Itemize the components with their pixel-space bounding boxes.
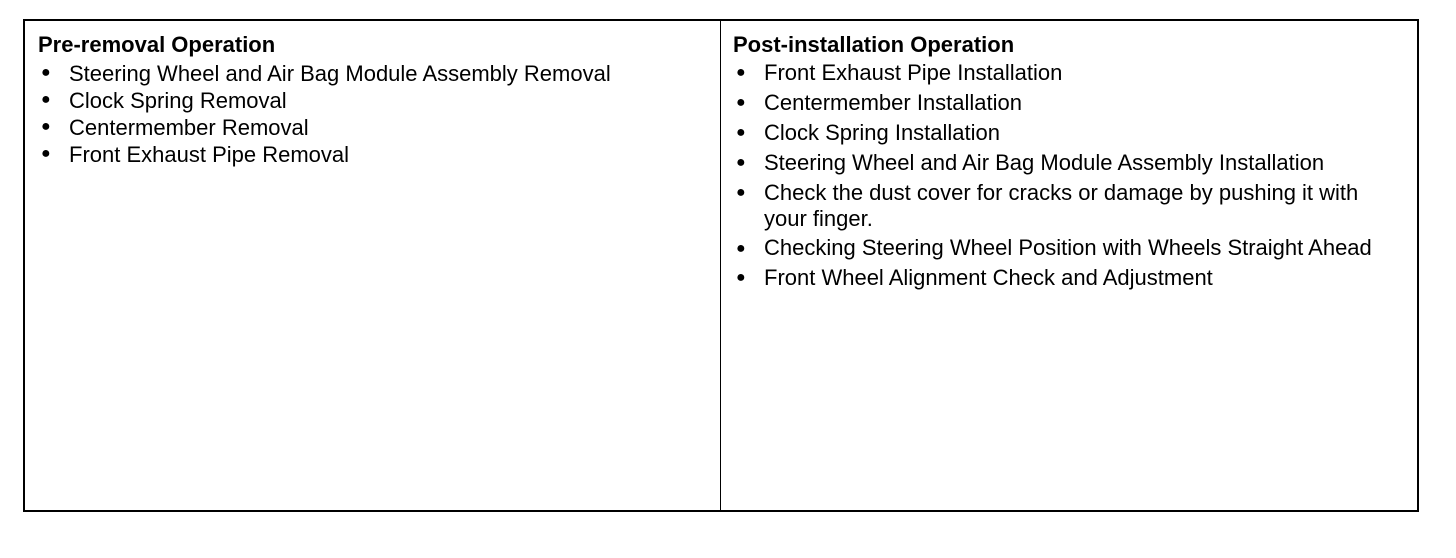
list-item [733, 60, 1417, 86]
bullet-icon: ● [41, 64, 51, 81]
list-item-text: Check the dust cover for cracks or damage by pushing it with your finger. [764, 180, 1359, 231]
list-item [38, 114, 720, 141]
list-item [733, 180, 1404, 232]
list-item-text: Front Exhaust Pipe Removal [69, 142, 350, 167]
bullet-icon: ● [41, 118, 51, 135]
bullet-icon: ● [41, 145, 51, 162]
bullet-icon: ● [736, 240, 746, 257]
post-installation-heading: Post-installation Operation [733, 32, 1015, 57]
bullet-icon: ● [736, 154, 746, 171]
list-item-text: Front Exhaust Pipe Installation [764, 60, 1063, 85]
list-item [38, 141, 720, 168]
pre-removal-list [38, 60, 720, 168]
list-item [733, 120, 1417, 146]
pre-removal-column [25, 21, 721, 510]
list-item-text: Clock Spring Installation [764, 120, 1001, 145]
list-item-text: Front Wheel Alignment Check and Adjustment [764, 265, 1213, 290]
bullet-icon: ● [736, 64, 746, 81]
list-item-text: Centermember Installation [764, 90, 1023, 115]
list-item [733, 90, 1417, 116]
bullet-icon: ● [736, 124, 746, 141]
list-item [733, 236, 1404, 259]
bullet-icon: ● [736, 94, 746, 111]
post-installation-list [733, 60, 1417, 291]
post-installation-column [721, 21, 1417, 510]
list-item [733, 150, 1417, 176]
list-item-text: Steering Wheel and Air Bag Module Assembly Installation [764, 150, 1325, 175]
list-item-text: Steering Wheel and Air Bag Module Assembly Removal [69, 61, 611, 86]
list-item-text: Checking Steering Wheel Position with Wheels Straight Ahead [764, 235, 1372, 260]
bullet-icon: ● [736, 184, 746, 201]
bullet-icon: ● [736, 269, 746, 286]
list-item [733, 265, 1417, 291]
list-item-text: Clock Spring Removal [69, 88, 287, 113]
operations-table [23, 19, 1419, 512]
list-item [38, 87, 720, 114]
list-item-text: Centermember Removal [69, 115, 309, 140]
pre-removal-heading: Pre-removal Operation [38, 32, 276, 57]
bullet-icon: ● [41, 91, 51, 108]
list-item [38, 60, 720, 87]
